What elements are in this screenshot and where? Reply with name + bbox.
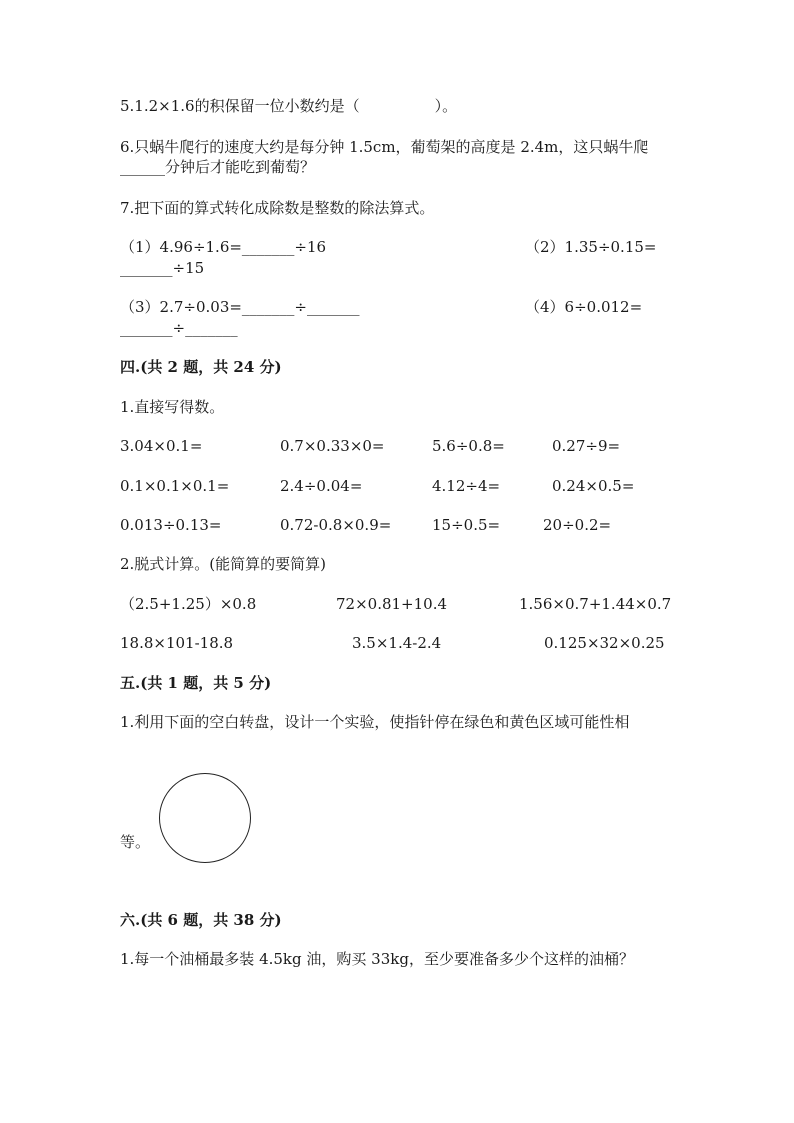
oral-calc-r3c3: 15÷0.5= bbox=[432, 516, 501, 534]
calc-r1c1: （2.5+1.25）×0.8 bbox=[120, 595, 257, 613]
section-4-heading: 四.(共 2 题，共 24 分) bbox=[120, 358, 282, 376]
oral-calc-r1c4: 0.27÷9= bbox=[552, 437, 621, 455]
oral-calc-r1c2: 0.7×0.33×0= bbox=[280, 437, 385, 455]
calc-r2c1: 18.8×101-18.8 bbox=[120, 634, 234, 652]
question-6-line2: ______分钟后才能吃到葡萄？ bbox=[120, 158, 316, 176]
question-7-item-2-continued: _______÷15 bbox=[120, 259, 205, 277]
oral-calc-r1c1: 3.04×0.1= bbox=[120, 437, 203, 455]
oral-calc-r2c3: 4.12÷4= bbox=[432, 477, 501, 495]
calc-r1c3: 1.56×0.7+1.44×0.7 bbox=[519, 595, 672, 613]
section-6-heading: 六.(共 6 题，共 38 分) bbox=[120, 911, 282, 929]
question-7-item-4-continued: _______÷_______ bbox=[120, 319, 238, 337]
calc-r1c2: 72×0.81+10.4 bbox=[336, 595, 448, 613]
section-5-question-1-line2: 等。 bbox=[120, 833, 151, 851]
oral-calc-r3c2: 0.72-0.8×0.9= bbox=[280, 516, 392, 534]
question-5: 5.1.2×1.6的积保留一位小数约是（ ）。 bbox=[120, 97, 458, 115]
calc-r2c2: 3.5×1.4-2.4 bbox=[352, 634, 442, 652]
section-4-question-1-title: 1.直接写得数。 bbox=[120, 398, 225, 416]
blank-spinner-circle bbox=[159, 773, 251, 863]
question-7-item-1: （1）4.96÷1.6=_______÷16 bbox=[120, 238, 327, 256]
oral-calc-r3c4: 20÷0.2= bbox=[543, 516, 612, 534]
oral-calc-r3c1: 0.013÷0.13= bbox=[120, 516, 222, 534]
oral-calc-r1c3: 5.6÷0.8= bbox=[432, 437, 505, 455]
section-4-question-2-title: 2.脱式计算。(能简算的要简算) bbox=[120, 555, 327, 573]
oral-calc-r2c1: 0.1×0.1×0.1= bbox=[120, 477, 230, 495]
question-7-item-3: （3）2.7÷0.03=_______÷_______ bbox=[120, 298, 360, 316]
question-6-line1: 6.只蜗牛爬行的速度大约是每分钟 1.5cm，葡萄架的高度是 2.4m，这只蜗牛爬 bbox=[120, 138, 649, 156]
calc-r2c3: 0.125×32×0.25 bbox=[544, 634, 665, 652]
question-7-item-4: （4）6÷0.012= bbox=[525, 298, 643, 316]
section-5-heading: 五.(共 1 题，共 5 分) bbox=[120, 674, 272, 692]
oral-calc-r2c2: 2.4÷0.04= bbox=[280, 477, 363, 495]
oral-calc-r2c4: 0.24×0.5= bbox=[552, 477, 635, 495]
question-7: 7.把下面的算式转化成除数是整数的除法算式。 bbox=[120, 199, 435, 217]
question-7-item-2: （2）1.35÷0.15= bbox=[525, 238, 657, 256]
section-5-question-1-line1: 1.利用下面的空白转盘，设计一个实验，使指针停在绿色和黄色区域可能性相 bbox=[120, 713, 630, 731]
section-6-question-1: 1.每一个油桶最多装 4.5kg 油，购买 33kg，至少要准备多少个这样的油桶？ bbox=[120, 950, 634, 968]
